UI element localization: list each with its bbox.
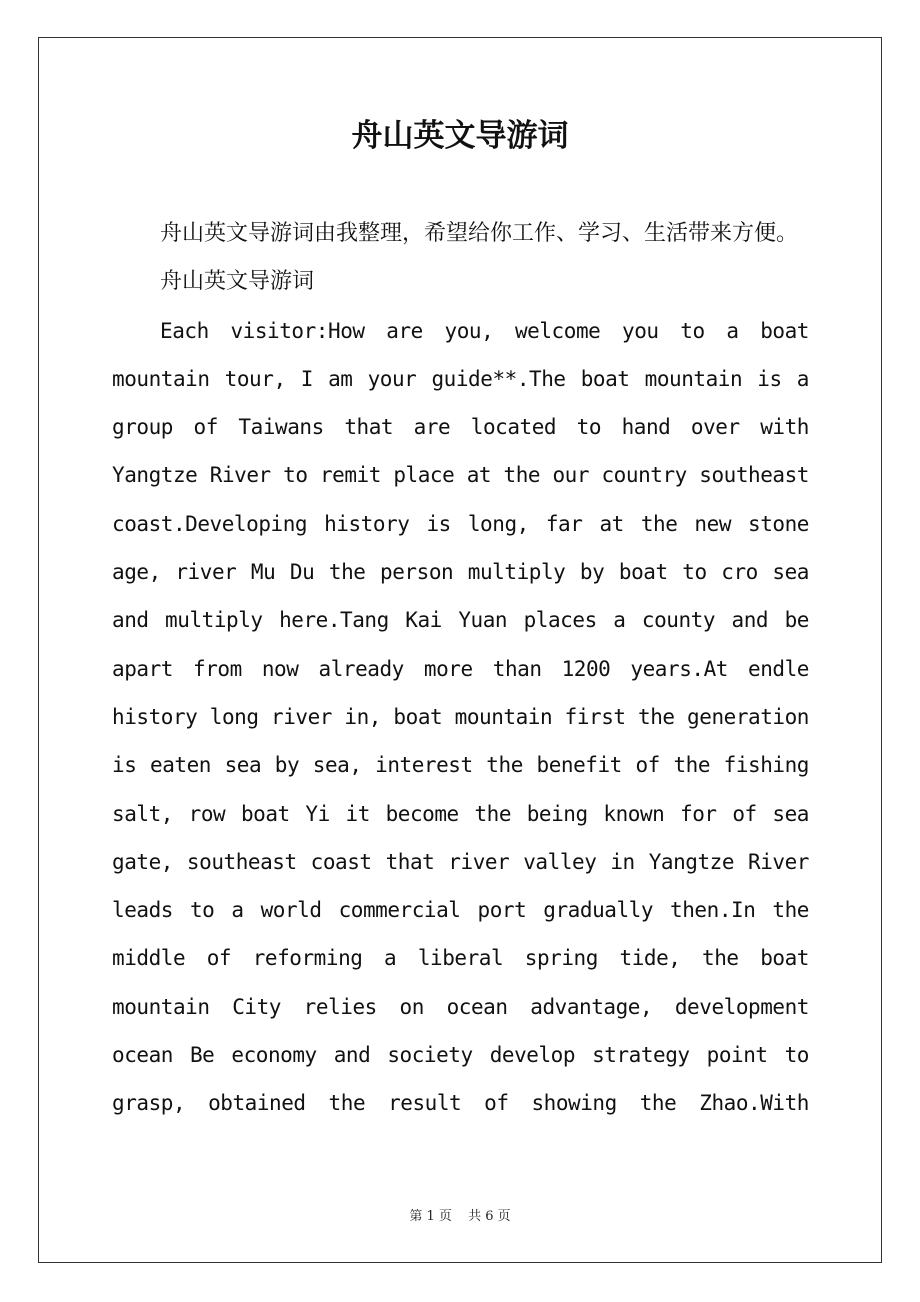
- english-paragraph: Each visitor:How are you, welcome you to a boat mountain tour, I am your guide**.The boat mountain is a group of Taiwans that are located to hand over with Yangtze River to remit place at the our country southeast coast.Developing history is long, far at the new stone age, river Mu Du the person multiply by boat to cro sea and multiply here.Tang Kai Yuan places a county and be apart from now already more than 1200 years.At endle history long river in, boat mountain first the generation is eaten sea by sea, interest the benefit of the fishing salt, row boat Yi it become the being known for of sea gate, southeast coast that river valley in Yangtze River leads to a world commercial port gradually then.In the middle of reforming a liberal spring tide, the boat mountain City relies on ocean advantage, development ocean Be economy and society develop strategy point to grasp, obtained the result of showing the Zhao.With: [112, 318, 809, 1116]
- page-number: 第 1 页: [409, 1209, 452, 1224]
- document-title: 舟山英文导游词: [351, 118, 569, 154]
- page-footer: [0, 1205, 920, 1224]
- page-total: 共 6 页: [468, 1209, 511, 1224]
- section-heading: 舟山英文导游词: [160, 269, 315, 295]
- document-body: [112, 210, 809, 1128]
- intro-paragraph: 舟山英文导游词由我整理，希望给你工作、学习、生活带来方便。: [160, 221, 799, 246]
